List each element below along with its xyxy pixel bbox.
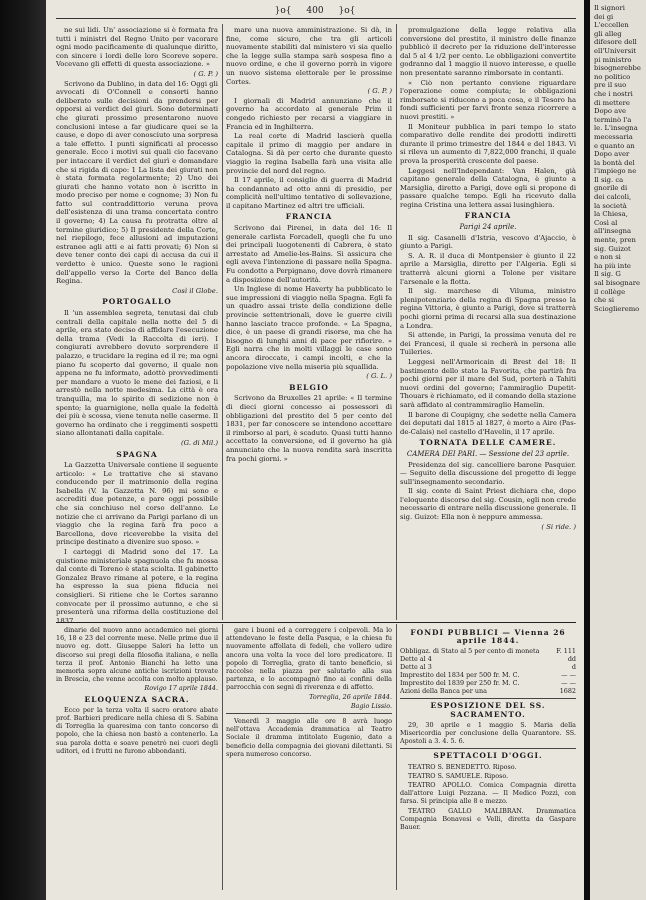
stock-table [400,647,576,695]
article-text: S. A. R. il duca di Montpensier è giunto il 22 aprile a Marsiglia, diretto per l'Algeria. Egli si tratterrà alcuni giorni a Tolone per visitare l'arsenale e la flotta. [400,251,576,286]
dateline: Parigi 24 aprile. [459,223,517,232]
column-2 [226,26,392,618]
adjacent-page-line: Dopo ave [594,107,627,116]
article-source: (G. di Mil.) [181,438,218,447]
table-cell-value: d [571,663,576,672]
adjacent-page-line: dei gi [594,12,614,21]
article-text: mare una nuova amministrazione. Si dà, in fine, come sicuro, che tra gli articoli nuovamente stabiliti dal ministero vi sia quello che la legge sulla stampa sarà sospesa fino a nuovo ordine, e che il governo porrà in vigore un nuovo sistema elettorale per le prossime Cortes. [226,26,392,86]
article-text: Il sig. conte di Saint Priest dichiara che, dopo l'eloquente discorso del sig. Cousin, egli non crede necessario di entrare nella discussione generale. Il sig. Guizot: Ella non è neppure ammessa. [400,487,576,522]
article-text: promulgazione della legge relativa alla conversione del prestito, il ministro delle finanze pubblicò il decreto per la riduzione dell'interesse dal 5 al 4 1/2 per cento. Le obbligazioni convertite godranno dal 1 maggio il nuovo interesse, e quelle non presentate saranno rimborsate in contanti. [400,26,576,77]
adjacent-page-line: dei calcoli, [594,193,632,202]
adjacent-page-line: sig. Guizot [594,244,631,253]
table-cell-value: — — [561,671,576,680]
adjacent-page-line: di mettere [594,98,630,107]
adjacent-page-line: terminò l'a [594,115,632,124]
table-row [400,647,576,655]
adjacent-page-text [594,4,642,313]
bottom-column-1 [56,626,218,888]
table-cell-value: dd [567,655,576,664]
section-heading-francia: FRANCIA [464,211,512,221]
adjacent-page-line: la bontà del [594,158,635,167]
article-source: ( G. P. ) [367,87,392,96]
article-text: Il sig. marchese di Viluma, ministro plenipotenziario della regina di Spagna presso la regina Vittoria, è giunto a Parigi, dove si tratterrà pochi giorni prima di recarsi alla sua destinazione a Londra. [400,287,576,330]
table-cell-value: 1682 [559,687,576,696]
section-heading-portogallo: PORTOGALLO [102,297,172,307]
column-3 [400,26,576,618]
table-cell-label: Imprestito del 1834 per 500 fr. M. C. [400,671,520,680]
table-cell-label: Dette al 3 [400,663,432,672]
table-row [400,655,576,663]
adjacent-page-line: la società [594,201,627,210]
divider [226,713,392,714]
listing-text: TEATRO APOLLO. Comica Compagnia diretta dall'attore Luigi Pezzana. — Il Medico Pozzi, con farsa. Si principia alle 8 e mezzo. [400,781,576,806]
article-text: Leggesi nell'Armoricain di Brest del 18: Il bastimento dello stato la Favorita, che partirà fra pochi giorni per il mare del Sud, porterà a Tahiti nuovi ordini del governo; l'ammiraglio Dupetit-Thouars è richiamato, ed il comando della stazione sarà affidato al contrammiraglio Hamelin. [400,357,576,409]
section-heading-spettacoli: SPETTACOLI D'OGGI. [433,751,543,761]
article-text: Il barone di Coupigny, che sedette nella Camera dei deputati dal 1815 al 1827, è morto a Aire (Pas-de-Calais) nel castello d'Havelin, il 17 aprile. [400,410,576,436]
newspaper-page [46,0,584,900]
article-text: Si attende, in Parigi, la prossima venuta del re dei Francesi, il quale si recherà in persona alle Tuileries. [400,331,576,357]
article-text: Il sig. Casanelli d'Istria, vescovo d'Ajaccio, è giunto a Parigi. [400,233,576,251]
article-source: ( G. P. ) [193,69,218,78]
section-heading-francia: FRANCIA [285,212,333,222]
adjacent-page-line: gnorile di [594,184,628,193]
table-cell-label: Obbligaz. di Stato al 5 per cento di moneta [400,647,540,656]
bottom-column-2 [226,626,392,888]
article-text: Scrivono dai Pirenei, in data del 16: Il generale carlista Forcadell, quegli che fu uno dei principali luogotenenti di Cabrera, è stato arrestato ad Amelie-les-Bains. Si assicura che egli aveva l'intenzione di passare nella Spagna. Fu condotto a Perpignano, dove dovrà rimanere a disposizione dell'autorità. [226,224,392,284]
author-signature: Bagio Lissio. [350,701,392,710]
listing-text: TEATRO S. SAMUELE. Riposo. [408,771,509,780]
article-text: I carteggi di Madrid sono del 17. La quistione ministeriale spagnuola che fu mossa dal conte di Toreno è stata sciolta. Il gabinetto Gonzalez Bravo rimane al potere, e la regina ha espresso la sua piena fiducia nei consiglieri. Si ritiene che le Cortes saranno convocate per il prossimo autunno, e che si presenterà una riforma della costituzione del 1837. [56,548,218,625]
article-text: Ecco per la terza volta il sacro oratore abate prof. Barbieri predicare nella chiesa di S. Sabina di Torreglia la quaresima con tanto concorso di popolo, che la chiesa non bastò a contenerlo. La sua parola dotta e soave penetrò nei cuori degli uditori, ed i frutti ne furono abbondanti. [56,705,218,755]
article-text: Il 17 aprile, il consiglio di guerra di Madrid ha condannato ad otto anni di presidio, per complicità nell'ultimo tentativo di sollevazione, il capitano Martinez ed altri tre ufficiali. [226,176,392,210]
page-header [46,6,584,16]
listing-text: TEATRO S. BENEDETTO. Riposo. [408,762,517,771]
article-text: dinarie del nuovo anno accademico nei giorni 16, 18 e 23 del corrente mese. Nelle prime due il nuovo eg. dott. Giuseppe Saleri ha letto un discorso sui pregi della filosofia italiana, e nella terza il prof. Antonio Bianchi ha letto una memoria sopra alcune antiche iscrizioni trovate in Brescia, che venne accolta con molto applauso. [56,626,218,684]
session-line: CAMERA DEI PARI. — Sessione del 23 aprile. [406,449,570,458]
listing-text: TEATRO GALLO MALIBRAN. Drammatica Compagnia Bonavesi e Velli, diretta da Gaspare Bauer. [400,806,576,832]
adjacent-page [590,0,646,900]
article-text: 29, 30 aprile e 1 maggio S. Maria della Misericordia per conclusione della Quarantore. SS. Apostoli a 3. 4. 5. 6. [400,720,576,746]
article-text: La real corte di Madrid lascierà quella capitale il primo di maggio per andare in Catalogna. Si dà per certo che durante questo viaggio la regina Isabella farà una visita alle provincie del nord del regno. [226,132,392,175]
adjacent-page-line: Il signori [594,4,625,12]
adjacent-page-line: no politico [594,72,631,81]
adjacent-page-line: Dopo aver [594,150,630,159]
article-text: ne sui lidi. Un' associazione si è formata fra tutti i ministri del Regno Unito per vacorare ogni modo pacificamente di qualunque diritto, con sincere i lordi delle loro Scoreve sopere. Vocevano gli effetti di questa associazione. » [56,26,218,69]
table-row [400,687,576,695]
adjacent-page-line: L'eccellen [594,21,629,30]
article-text: Scrivono da Bruxelles 21 aprile: « Il termine di dieci giorni concesso ai possessori di obbligazioni del prestito del 5 per cento del 1831, per far conoscere se intendono accettare il rimborso al pari, è scaduto. Quasi tutti hanno accettato la conversione, ed il governo ha già annunciato che la nuova rendita sarà inscritta fra pochi giorni. » [226,394,392,463]
adjacent-page-line: Scioglieremo [594,304,640,313]
article-text: I giornali di Madrid annunziano che il governo ha accordato al generale Prim il congedo richiesto per recarsi a viaggiare in Francia ed in Inghilterra. [226,96,392,131]
article-text: Il 'un assemblea segreta, tenutasi dai club centrali della capitale nella notte del 5 di aprile, era stato deciso di affidare l'esecuzione della trama (Vedi la Raccolta di ieri). I congiurati avrebbero dovuto sorprendere il palazzo, e trucidare la regina ed il re; ma ogni piano fu scoperto dal governo, il quale non appena ne fu informato, adottò provvedimenti per mandare a vuoto le mene dei faziosi, e li arrestò nella notte medesima. La città è ora tranquilla, ma lo spirito di sedizione non è spento; la guarnigione, nella quale la fedeltà dei più è scossa, viene tenuta nelle caserme. Il governo ha ordinato che i reggimenti sospetti siano allontanati dalla capitale. [56,309,218,438]
section-heading-eloquenza: ELOQUENZA SACRA. [84,694,190,704]
column-divider [222,24,223,620]
dateline: Rovigo 17 aprile 1844. [144,684,218,693]
adjacent-page-line: Così al [594,218,618,227]
adjacent-page-line: ell'Universit [594,46,637,55]
adjacent-page-line: gli alleg [594,29,622,38]
adjacent-page-line: che si [594,296,615,305]
adjacent-page-line: pre il suo [594,81,627,90]
adjacent-page-line: il collège [594,287,626,296]
article-text: Presidenza del sig. cancelliere barone Pasquier. — Seguito della discussione del progetto di legge sull'insegnamento secondario. [400,460,576,486]
table-row [400,663,576,671]
adjacent-page-line: Il sig. ca [594,175,624,184]
adjacent-page-line: Il sig. G [594,270,621,279]
adjacent-page-line: le. L'insegna [594,124,638,133]
article-source: Così il Globe. [172,286,218,295]
section-heading-fondi: FONDI PUBBLICI — Vienna 26 aprile 1844. [410,628,566,646]
article-text: Venerdì 3 maggio alle ore 8 avrà luogo nell'ottava Accademia drammatica al Teatro Sociale il dramma intitolato Eugenio, dato a beneficio della compagnia dei giovani dilettanti. Si spera numeroso concorso. [226,717,392,758]
article-text: Il Moniteur pubblica in pari tempo lo stato comparativo delle rendite dei prodotti indiretti durante il primo trimestre del 1844 e del 1843. Vi si rileva un aumento di 7,822,000 franchi, il quale prova la prosperità crescente del paese. [400,122,576,165]
section-heading-esposizione: ESPOSIZIONE DEL SS. SACRAMENTO. [430,701,546,719]
table-cell-label: Imprestito del 1839 per 250 fr. M. C. [400,679,520,688]
adjacent-page-line: all'insegna [594,227,632,236]
adjacent-page-line: la Chiesa, [594,210,628,219]
article-text: La Gazzetta Universale contiene il seguente articolo: « Le trattative che si stavano conducendo per il matrimonio della regina Isabella (V. la Gazzetta N. 96) mi sono e accrediti due potenze, e pare oggi possibile che sia conchiuso nel corso dell'anno. Le notizie che ci arrivano da Parigi parlano di un viaggio che la regina farà fra poco a Barcellona, dove riceverebbe la visita del principe destinato a divenire suo sposo. » [56,461,218,547]
adjacent-page-line: che i nostri [594,89,633,98]
column-divider [396,624,397,890]
page-number: 400 [306,6,324,16]
adjacent-page-line: bisognerebbe [594,64,641,73]
adjacent-page-line: mente, pren [594,236,636,245]
column-divider [396,24,397,620]
section-rule [56,622,576,623]
table-cell-label: Azioni della Banca per una [400,687,487,696]
table-cell-value: F. 111 [556,647,576,656]
article-text: « Ciò non pertanto conviene riguardare l'operazione come compiuta; le obbligazioni rimborsate si riducono a poca cosa, e il Tesoro ha fondi sufficienti per farvi fronte senza ricorrere a nuovi prestiti. » [400,78,576,121]
bottom-column-3 [400,626,576,888]
column-1 [56,26,218,625]
table-cell-value: — — [561,679,576,688]
divider [400,698,576,699]
adjacent-page-line: mecessaria [594,132,633,141]
article-source: ( G. L. ) [366,372,392,381]
book-binding [0,0,46,900]
adjacent-page-line: sal bisognare [594,279,641,287]
table-row [400,679,576,687]
divider [400,748,576,749]
adjacent-page-line: e non si [594,253,621,262]
dateline: Torreglia, 26 aprile 1844. [309,692,392,701]
header-rule [56,18,576,19]
article-text: Leggesi nell'Independant: Van Halen, già capitano generale della Catalogna, è giunto a Marsiglia, diretto a Parigi, dove egli si propone di passare qualche tempo. Egli ha ricevuto dalla regina Cristina una lettera assai lusinghiera. [400,166,576,209]
adjacent-page-line: difesore dell [594,38,637,47]
adjacent-page-line: l'impiego ne [594,167,637,176]
header-ornament-right: }o{ [338,6,356,16]
article-text: Scrivono da Dublino, in data del 16: Oggi gli avvocati di O'Connell e consorti hanno deliberato sulle decisioni da prendersi per opporsi ai verdict del giurì. Sono determinati che giurati prossimo presentarono nuove conclusioni intese a far giudicare quei se la cause, e dopo di aver conosciuto una sorpresa a tale effetto. I punti significati al processo generale. Ecco i motivi sui quali cio facevano per intaccare il verdict del giurì e domandare che si rigida di capo: 1 La lista dei giurati non è stata formata regolarmente; 2) Uno dei giurati che hanno votato non è iscritto in modo preciso per nome e cognome; 3) Non fu fatto sul contraddittorio veruna prova dell'esistenza di una trama concertata contro il governo; 4) La causa fu protratta oltre al termine giuridico; 5) Il presidente della Corte, nel riepilogo, fece allusioni ad imputazioni estranee agli atti e ai fatti provati; 6) Non si deve tener conto dei capi di accusa da cui il verdetto è unico. Queste sono le ragioni dell'appello verso la Corte del Banco della Regina. [56,79,218,286]
section-heading-camere: TORNATA DELLE CAMERE. [419,438,557,448]
table-row [400,671,576,679]
section-heading-belgio: BELGIO [289,382,329,392]
section-heading-spagna: SPAGNA [116,449,158,459]
column-divider [222,624,223,890]
header-ornament-left: }o{ [274,6,292,16]
article-note: ( Si ride. ) [541,522,576,531]
adjacent-page-line: ha più inte [594,261,631,270]
article-text: Un Inglese di nome Haverty ha pubblicato le sue impressioni di viaggio nella Spagna. Egli fa un quadro assai triste della condizione delle provincie settentrionali, dove le guerre civili hanno lasciato tracce profonde. « La Spagna, dice, è un paese di grandi risorse, ma che ha bisogno di lunghi anni di pace per rifiorire. » Egli narra che in molti villaggi le case sono ancora diroccate, i campi incolti, e che la popolazione vive nella miseria più squallida. [226,285,392,371]
table-cell-label: Dette al 4 [400,655,432,664]
adjacent-page-line: pi ministro [594,55,632,64]
article-text: gare i buoni ed a correggere i colpevoli. Ma lo attendevano le feste della Pasqua, e la chiesa fu nuovamente affollata di fedeli, che vollero udire ancora una volta la voce del loro predicatore. Il popolo di Torreglia, grato di tanto beneficio, si raccolse nella piazza per salutarlo alla sua partenza, e lo accompagnò fino ai confini della parrocchia con segni di riverenza e di affetto. [226,626,392,692]
adjacent-page-line: e quanto an [594,141,635,150]
